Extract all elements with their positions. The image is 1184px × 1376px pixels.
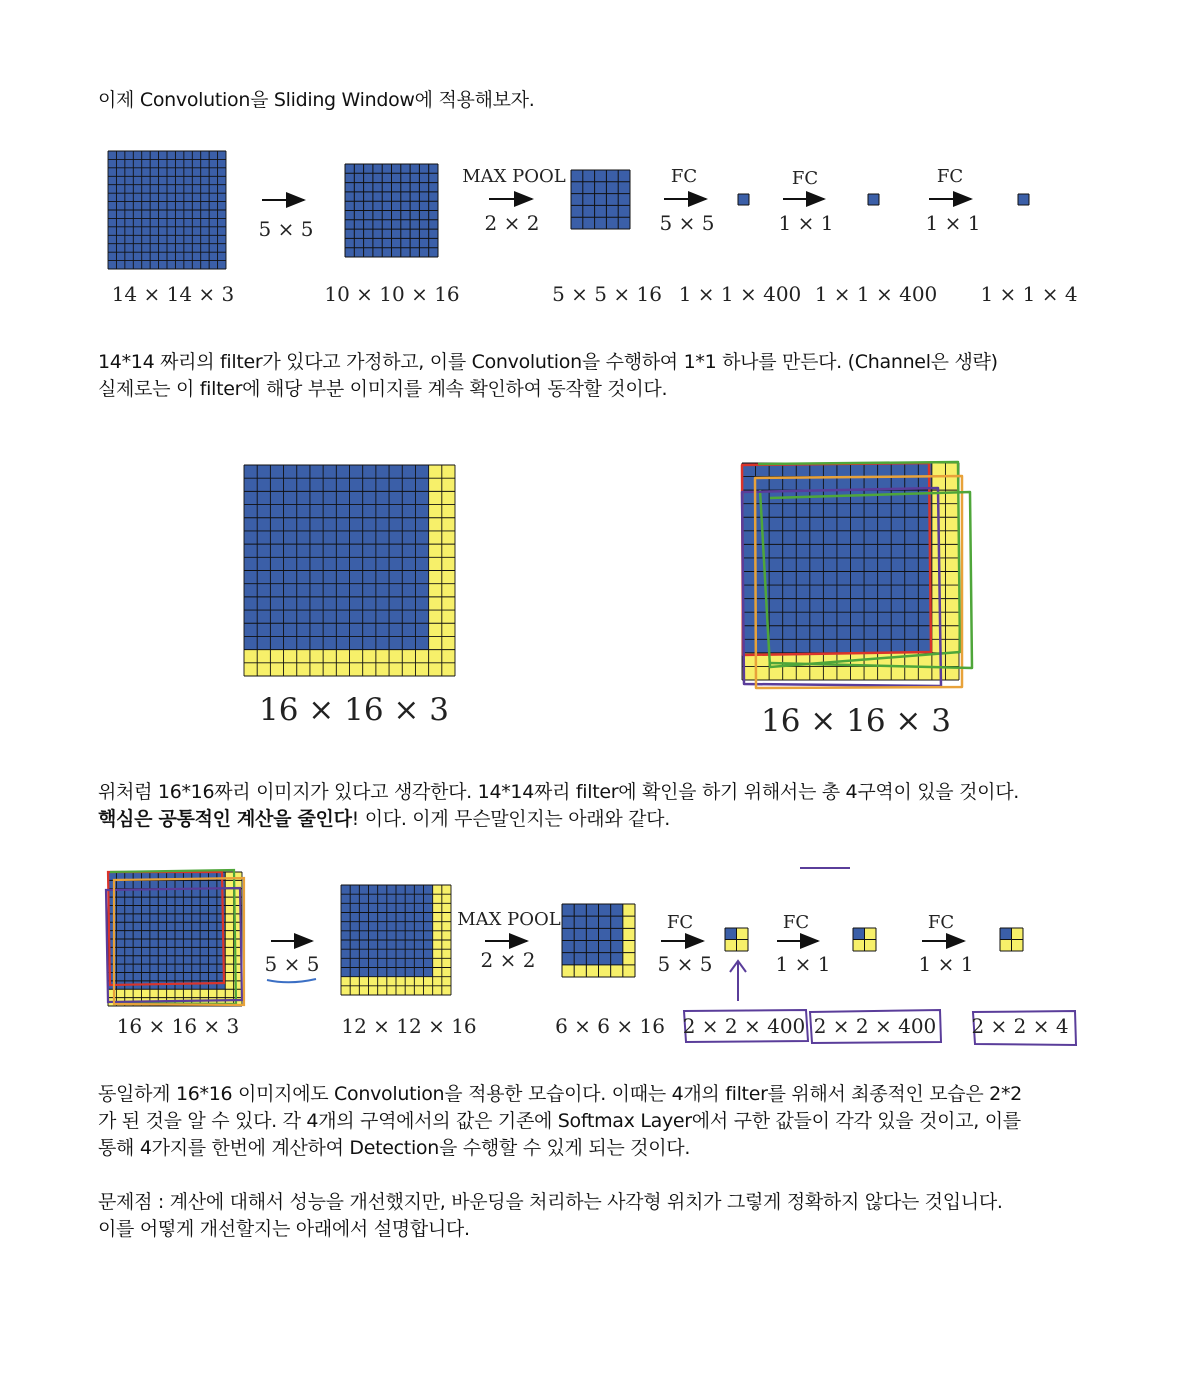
paragraph-3-line-2: 가 된 것을 알 수 있다. 각 4개의 구역에서의 값은 기존에 Softmax Layer에서 구한 값들이 각각 있을 것이고, 이를 — [98, 1110, 1021, 1132]
paragraph-3 — [98, 1081, 1022, 1162]
fig1-dim-4: 1 × 1 × 400 — [814, 282, 938, 306]
intro-text: 이제 Convolution을 Sliding Window에 적용해보자. — [98, 89, 535, 111]
fig3-input-16x16 — [108, 872, 242, 1006]
fig1-conv-10x10 — [345, 164, 438, 257]
paragraph-2-line-1: 위처럼 16*16짜리 이미지가 있다고 생각한다. 14*14짜리 filter에 확인을 하기 위해서는 총 4구역이 있을 것이다. — [98, 781, 1019, 803]
fig1-input-14x14 — [108, 151, 226, 269]
intro-paragraph — [98, 87, 534, 114]
paragraph-3-line-3: 통해 4가지를 한번에 계산하여 Detection을 수행할 수 있게 되는 것이다. — [98, 1137, 691, 1159]
fig3-fc2-size-label: 1 × 1 — [775, 952, 831, 976]
fig1-pool-5x5 — [571, 170, 630, 229]
fig1-op1-label: 5 × 5 — [258, 217, 314, 241]
orange-window-outline — [755, 476, 962, 688]
fig3-fc1-2x2 — [725, 928, 748, 951]
paragraph-1-line-1: 14*14 짜리의 filter가 있다고 가정하고, 이를 Convolution을 수행하여 1*1 하나를 만든다. (Channel은 생략) — [98, 351, 998, 373]
fig2-left-16x16 — [244, 465, 455, 676]
fig3-conv-12x12 — [341, 885, 451, 995]
paragraph-4 — [98, 1189, 1003, 1243]
paragraph-4-line-1: 문제점 : 계산에 대해서 성능을 개선했지만, 바운딩을 처리하는 사각형 위치가 그렇게 정확하지 않다는 것입니다. — [98, 1191, 1003, 1213]
fig1-grids — [108, 151, 1029, 269]
fig3-fc3-label: FC — [927, 912, 955, 933]
fig3-fc2-label: FC — [782, 912, 810, 933]
fig3-op1-label: 5 × 5 — [264, 952, 320, 976]
fig3-window-outlines — [106, 870, 244, 1005]
fig3-dim-3: 2 × 2 × 400 — [682, 1014, 806, 1038]
fig3-fc2-2x2 — [853, 928, 876, 951]
fig1-dim-1: 10 × 10 × 16 — [324, 282, 460, 306]
fig3-green-outline — [110, 870, 236, 1004]
fig3-maxpool-label: MAX POOL — [457, 909, 561, 930]
annotation-underline — [267, 979, 316, 982]
fig3-dim-1: 12 × 12 × 16 — [341, 1014, 477, 1038]
fig3-pool-6x6 — [562, 904, 635, 977]
fig1-dim-2: 5 × 5 × 16 — [552, 282, 662, 306]
fig1-dim-0: 14 × 14 × 3 — [111, 282, 235, 306]
paragraph-1 — [98, 349, 998, 403]
fig1-fc1-cell — [738, 194, 749, 205]
fig3-purple-outline — [106, 888, 242, 1002]
fig3-dim-0: 16 × 16 × 3 — [116, 1014, 240, 1038]
key-point-bold: 핵심은 공통적인 계산을 줄인다 — [98, 808, 352, 830]
fig3-dim-2: 6 × 6 × 16 — [555, 1014, 665, 1038]
fig1-fc3-label: FC — [936, 166, 964, 187]
paragraph-2-line-2 — [98, 806, 1019, 833]
purple-window-outline — [742, 488, 941, 686]
fig2-grids — [244, 463, 959, 680]
fig1-pool-size-label: 2 × 2 — [484, 211, 540, 235]
fig3-red-outline — [108, 872, 224, 985]
fig1-dim-3: 1 × 1 × 400 — [678, 282, 802, 306]
annotation-circles — [684, 1010, 1076, 1045]
fig1-fc2-size-label: 1 × 1 — [778, 211, 834, 235]
paragraph-4-line-2: 이를 어떻게 개선할지는 아래에서 설명합니다. — [98, 1218, 470, 1240]
fig1-fc2-label: FC — [791, 168, 819, 189]
annotation-up-arrow — [730, 961, 746, 1001]
paragraph-2 — [98, 779, 1019, 833]
paragraph-3-line-1: 동일하게 16*16 이미지에도 Convolution을 적용한 모습이다. 이때는 4개의 filter를 위해서 최종적인 모습은 2*2 — [98, 1083, 1022, 1105]
fig2-window-outlines — [742, 462, 972, 688]
fig3-pool-size-label: 2 × 2 — [480, 948, 536, 972]
fig1-fc1-size-label: 5 × 5 — [659, 211, 715, 235]
fig1-fc1-label: FC — [670, 166, 698, 187]
fig1-fc3-size-label: 1 × 1 — [925, 211, 981, 235]
fig3-orange-outline — [114, 878, 244, 1005]
fig3-fc1-label: FC — [666, 912, 694, 933]
paragraph-2-line-2-rest: ! 이다. 이게 무슨말인지는 아래와 같다. — [351, 808, 670, 830]
fig1-fc3-cell — [1018, 194, 1029, 205]
fig1-arrows — [262, 199, 971, 200]
green-window-outline — [758, 462, 960, 667]
fig2-right-label: 16 × 16 × 3 — [761, 703, 951, 739]
fig3-fc3-size-label: 1 × 1 — [918, 952, 974, 976]
fig3-grids — [108, 872, 1023, 1006]
green-window-outline-2 — [770, 492, 972, 668]
fig3-dim-5: 2 × 2 × 4 — [971, 1014, 1069, 1038]
fig2-left-label: 16 × 16 × 3 — [259, 692, 449, 728]
paragraph-1-line-2: 실제로는 이 filter에 해당 부분 이미지를 계속 확인하여 동작할 것이다. — [98, 378, 668, 400]
red-window-outline — [742, 463, 931, 655]
fig1-fc2-cell — [868, 194, 879, 205]
fig2-right-16x16 — [742, 463, 959, 680]
fig1-dim-5: 1 × 1 × 4 — [980, 282, 1078, 306]
fig3-fc3-2x2 — [1000, 928, 1023, 951]
fig3-dim-4: 2 × 2 × 400 — [813, 1014, 937, 1038]
fig3-fc1-size-label: 5 × 5 — [657, 952, 713, 976]
fig1-maxpool-label: MAX POOL — [462, 166, 566, 187]
